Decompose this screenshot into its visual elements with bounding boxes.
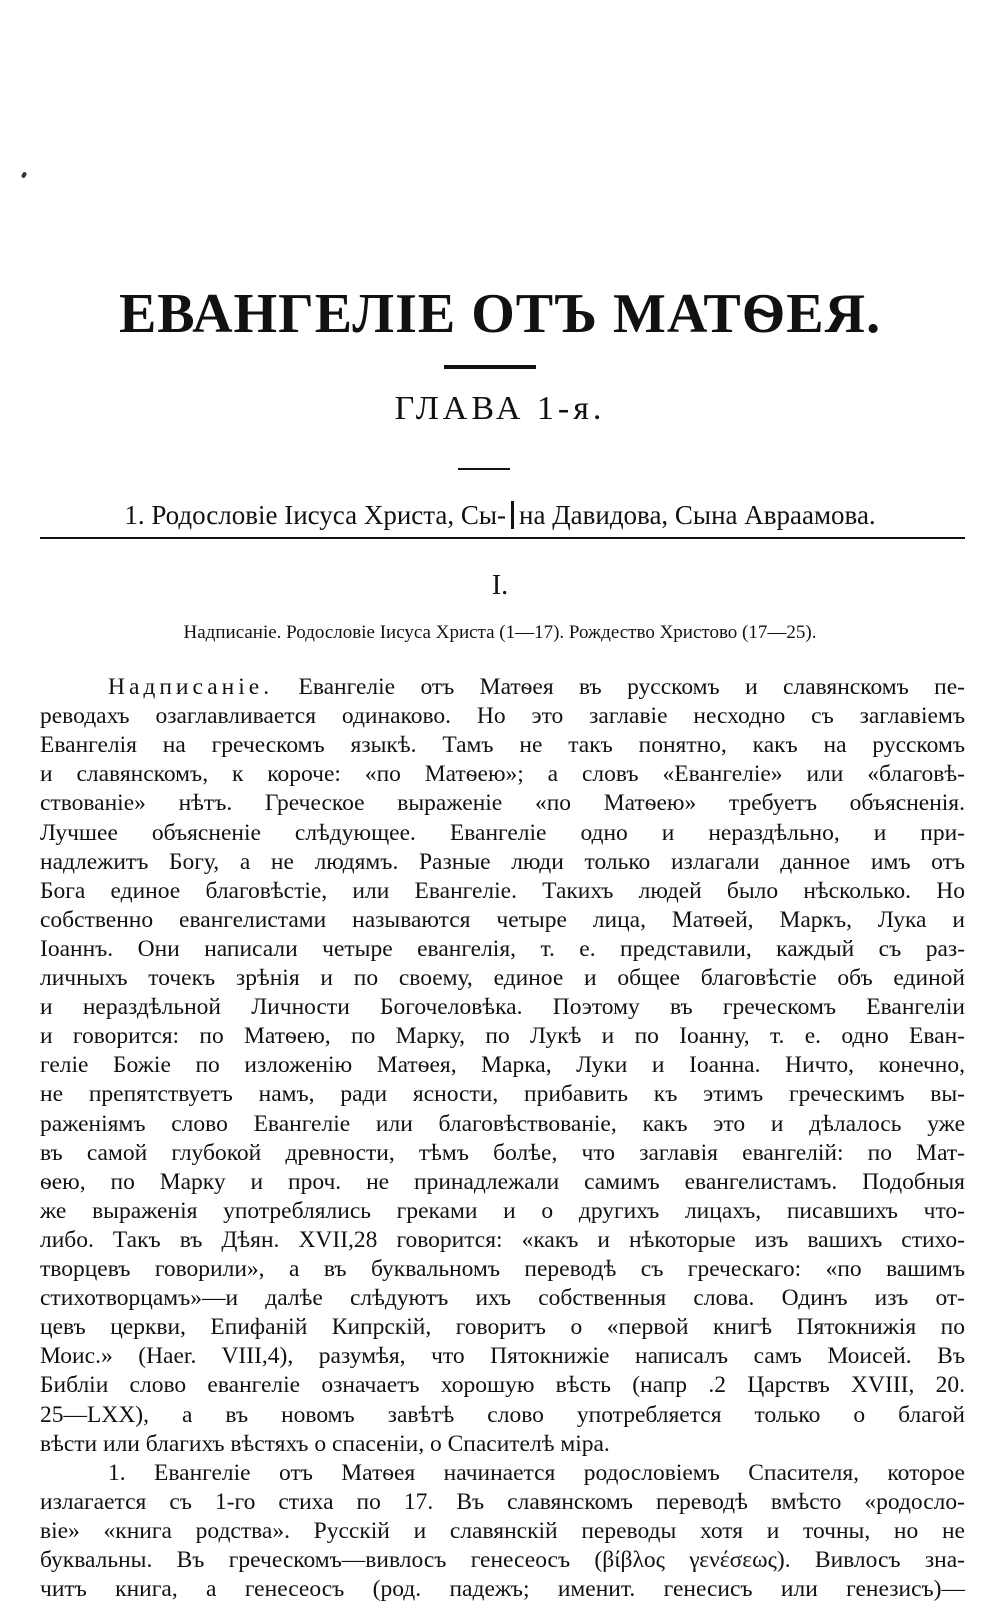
body-line: стихотворцамъ»—и далѣе слѣдуютъ ихъ собственныя слова. Одинъ изъ от- xyxy=(40,1285,965,1312)
body-line: раженіямъ слово Евангеліе или благовѣствованіе, какъ это и дѣлалось уже xyxy=(40,1110,965,1137)
body-line: творцевъ говорили», а въ буквальномъ переводѣ съ греческаго: «по вашимъ xyxy=(40,1256,965,1282)
verse-heading xyxy=(0,500,1000,531)
body-line: віе» «книга родства». Русскій и славянскій переводы хотя и точны, но не xyxy=(40,1517,965,1544)
paragraph-lead: Надписаніе. xyxy=(108,674,274,700)
body-line: читъ книга, а генесеосъ (род. падежъ; именит. генесисъ или генезисъ)— xyxy=(40,1576,965,1603)
body-line: буквальны. Въ греческомъ—вивлосъ генесеосъ (βίβλος γενέσεως). Вивлосъ зна- xyxy=(40,1547,965,1573)
body-line: и говорится: по Матѳею, по Марку, по Лукѣ и по Іоанну, т. е. одно Еван- xyxy=(40,1023,965,1050)
body-line: 25—LXX), а въ новомъ завѣтѣ слово употребляется только о благой xyxy=(40,1401,965,1428)
body-line xyxy=(40,672,965,702)
body-line: надлежитъ Богу, а не людямъ. Разные люди только излагали данное имъ отъ xyxy=(40,848,965,875)
body-line: реводахъ озаглавливается одинаково. Но это заглавіе несходно съ заглавіемъ xyxy=(40,703,965,730)
body-line: вѣсти или благихъ вѣстяхъ о спасеніи, о Спасителѣ міра. xyxy=(40,1430,610,1457)
body-line: Моис.» (Haer. VIII,4), разумѣя, что Пятокнижіе написалъ самъ Моисей. Въ xyxy=(40,1343,965,1370)
chapter-rule xyxy=(458,468,510,470)
body-line: ствованіе» нѣтъ. Греческое выраженіе «по Матѳею» требуетъ объясненія. xyxy=(40,790,965,817)
body-line: либо. Такъ въ Дѣян. XVII,28 говорится: «какъ и нѣкоторые изъ вашихъ стихо- xyxy=(40,1226,965,1253)
book-title: ЕВАНГЕЛІЕ ОТЪ МАТѲЕЯ. xyxy=(118,283,882,345)
body-line: не препятствуетъ намъ, ради ясности, прибавить къ этимъ греческимъ вы- xyxy=(40,1081,965,1108)
body-line: же выраженія употреблялись греками и о другихъ лицахъ, писавшихъ что- xyxy=(40,1197,965,1224)
section-number: I. xyxy=(491,570,509,601)
title-rule xyxy=(444,365,536,369)
body-line: личныхъ точекъ зрѣнія и по своему, единое и общее благовѣстіе объ единой xyxy=(40,965,965,991)
body-line: собственно евангелистами называются четыре лица, Матѳей, Маркъ, Лука и xyxy=(40,906,965,933)
body-line: Евангелія на греческомъ языкѣ. Тамъ не такъ понятно, какъ на русскомъ xyxy=(40,732,965,759)
body-line: и славянскомъ, к короче: «по Матѳею»; а словъ «Евангеліе» или «благовѣ- xyxy=(40,761,965,788)
verse-heading-left: 1. Родословіе Іисуса Христа, Сы- xyxy=(124,500,507,530)
section-summary: Надписаніе. Родословіе Іисуса Христа (1—17). Рождество Христово (17—25). xyxy=(183,622,817,643)
body-line: цевъ церкви, Епифаній Кипрскій, говоритъ о «первой книгѣ Пятокнижія по xyxy=(40,1314,965,1341)
body-line: Бога единое благовѣстіе, или Евангеліе. Такихъ людей было нѣсколько. Но xyxy=(40,877,965,904)
body-line: Іоаннъ. Они написали четыре евангелія, т. е. представили, каждый съ раз- xyxy=(40,935,965,962)
body-line: и нераздѣльной Личности Богочеловѣка. Поэтому въ греческомъ Евангеліи xyxy=(40,994,965,1021)
chapter-heading: ГЛАВА 1-я. xyxy=(394,390,606,427)
verse-heading-right: на Давидова, Сына Авраамова. xyxy=(519,500,876,530)
body-line: ѳею, по Марку и проч. не принадлежали самимъ евангелистамъ. Подобныя xyxy=(40,1168,965,1195)
body-line: геліе Божіе по изложенію Матѳея, Марка, Луки и Іоанна. Ничто, конечно, xyxy=(40,1052,965,1079)
column-divider xyxy=(511,501,514,529)
body-line-text: Евангеліе отъ Матѳея въ русскомъ и славянскомъ пе- xyxy=(273,674,965,700)
print-speck xyxy=(21,171,27,178)
body-line: излагается съ 1-го стиха по 17. Въ славянскомъ переводѣ вмѣсто «родосло- xyxy=(40,1488,965,1515)
section-rule xyxy=(40,537,965,539)
body-line: Библіи слово евангеліе означаетъ хорошую вѣсть (напр .2 Царствъ XVIII, 20. xyxy=(40,1372,965,1399)
body-line: въ самой глубокой древности, тѣмъ болѣе, что заглавія евангелій: по Мат- xyxy=(40,1139,965,1166)
body-line: Лучшее объясненіе слѣдующее. Евангеліе одно и нераздѣльно, и при- xyxy=(40,819,965,846)
body-line: 1. Евангеліе отъ Матѳея начинается родословіемъ Спасителя, которое xyxy=(108,1459,965,1486)
